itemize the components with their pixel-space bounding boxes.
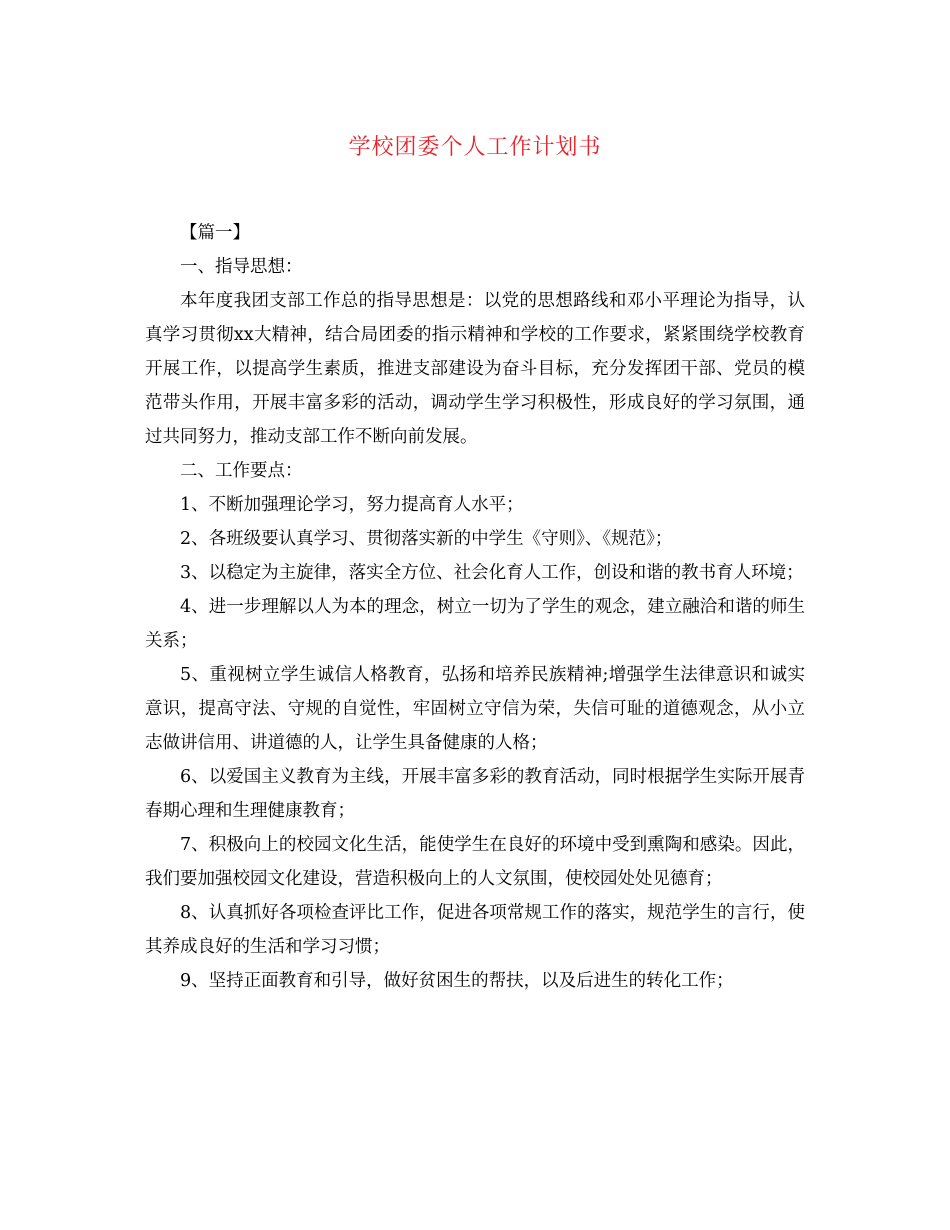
paragraph-guiding-ideology: 本年度我团支部工作总的指导思想是：以党的思想路线和邓小平理论为指导，认真学习贯彻xx大精神，结合局团委的指示精神和学校的工作要求，紧紧围绕学校教育开展工作，以提高学生素质，推进支部建设为奋斗目标，充分发挥团干部、党员的模范带头作用，开展丰富多彩的活动，调动学生学习积极性，形成良好的学习氛围，通过共同努力，推动支部工作不断向前发展。 <box>145 291 805 447</box>
work-point-4: 4、进一步理解以人为本的理念，树立一切为了学生的观念，建立融洽和谐的师生关系； <box>145 597 805 651</box>
work-point-5: 5、重视树立学生诚信人格教育，弘扬和培养民族精神;增强学生法律意识和诚实意识，提高守法、守规的自觉性，牢固树立守信为荣，失信可耻的道德观念，从小立志做讲信用、讲道德的人，让学生具备健康的人格； <box>145 665 805 753</box>
section-marker: 【篇一】 <box>180 223 250 243</box>
heading-work-points: 二、工作要点： <box>180 461 303 481</box>
work-point-6: 6、以爱国主义教育为主线，开展丰富多彩的教育活动，同时根据学生实际开展青春期心理和生理健康教育； <box>145 767 805 821</box>
work-point-1: 1、不断加强理论学习，努力提高育人水平； <box>180 495 524 515</box>
work-point-9: 9、坚持正面教育和引导，做好贫困生的帮扶，以及后进生的转化工作； <box>180 971 734 991</box>
work-point-2: 2、各班级要认真学习、贯彻落实新的中学生《守则》、《规范》； <box>180 529 673 549</box>
document-body <box>145 216 805 998</box>
work-point-3: 3、以稳定为主旋律，落实全方位、社会化育人工作，创设和谐的教书育人环境； <box>180 563 804 583</box>
document-title: 学校团委个人工作计划书 <box>348 135 602 160</box>
heading-guiding-ideology: 一、指导思想： <box>180 257 303 277</box>
work-point-8: 8、认真抓好各项检查评比工作，促进各项常规工作的落实，规范学生的言行，使其养成良好的生活和学习习惯； <box>145 903 805 957</box>
work-point-7: 7、积极向上的校园文化生活，能使学生在良好的环境中受到熏陶和感染。因此，我们要加强校园文化建设，营造积极向上的人文氛围，使校园处处见德育； <box>145 835 805 889</box>
